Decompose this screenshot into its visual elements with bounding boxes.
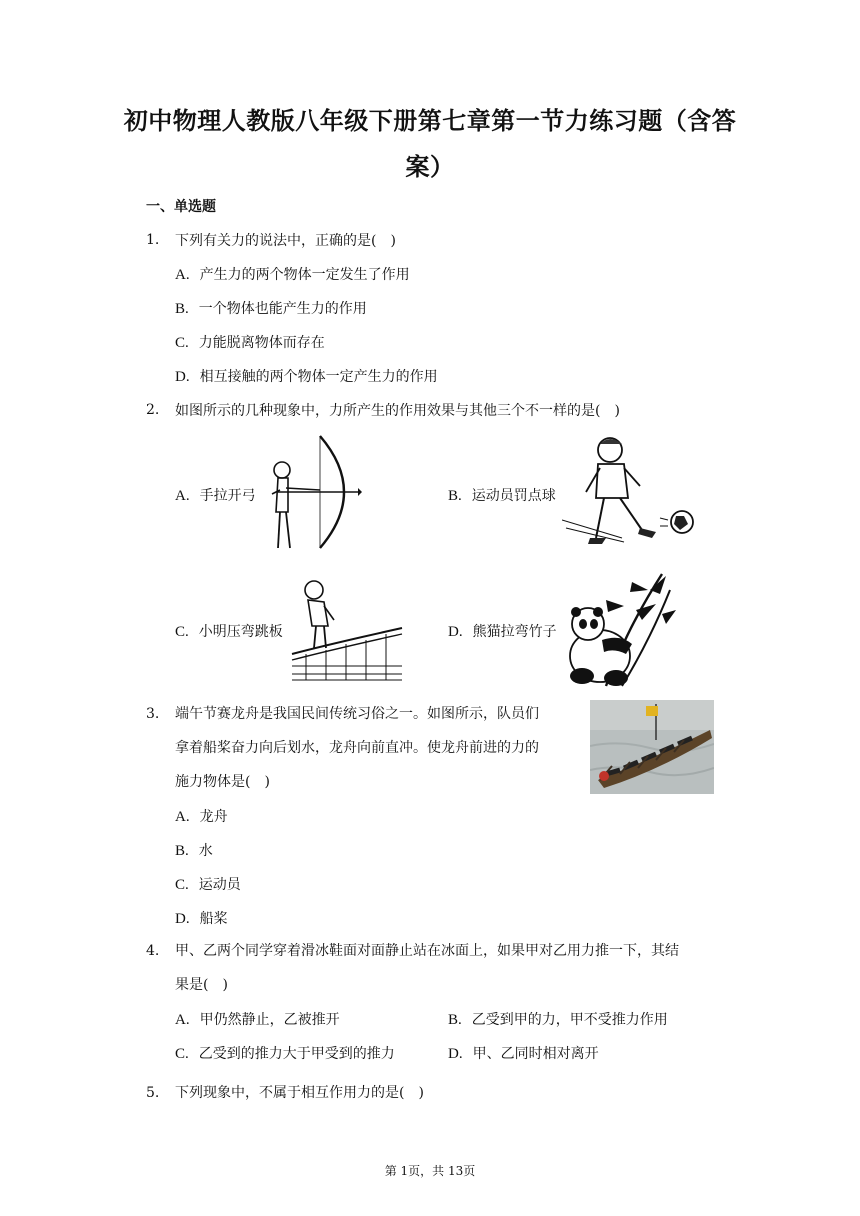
question-4-text-line-1: 甲、乙两个同学穿着滑冰鞋面对面静止站在冰面上，如果甲对乙用力推一下，其结 bbox=[175, 943, 679, 959]
option-text: 甲仍然静止，乙被推开 bbox=[199, 1012, 340, 1028]
option-text: 相互接触的两个物体一定产生力的作用 bbox=[199, 369, 438, 385]
question-3-option-a bbox=[175, 806, 228, 826]
question-2-option-b bbox=[448, 485, 556, 505]
question-3-text-line-2: 拿着船桨奋力向后划水，龙舟向前直冲。使龙舟前进的力的 bbox=[175, 740, 539, 756]
question-2-option-c bbox=[175, 621, 283, 641]
question-3-text-line-3: 施力物体是( ) bbox=[175, 774, 270, 790]
document-title: 初中物理人教版八年级下册第七章第一节力练习题（含答案） bbox=[123, 107, 737, 181]
option-letter: C. bbox=[175, 335, 189, 351]
option-letter: B. bbox=[175, 843, 189, 859]
option-letter: A. bbox=[175, 1012, 190, 1028]
option-letter: B. bbox=[175, 301, 189, 317]
option-letter: B. bbox=[448, 1012, 462, 1028]
question-1-number: 1. bbox=[146, 232, 160, 248]
archer-figure bbox=[258, 432, 362, 552]
option-letter: A. bbox=[175, 488, 190, 504]
option-text: 一个物体也能产生力的作用 bbox=[198, 301, 367, 317]
option-letter: D. bbox=[448, 624, 463, 640]
option-text: 运动员罚点球 bbox=[471, 488, 556, 504]
question-4-number: 4. bbox=[146, 943, 160, 959]
option-letter: C. bbox=[175, 1046, 189, 1062]
option-letter: C. bbox=[175, 624, 189, 640]
option-letter: D. bbox=[448, 1046, 463, 1062]
springboard-figure bbox=[290, 576, 404, 682]
question-4-text-line-2: 果是( ) bbox=[175, 977, 228, 993]
option-text: 产生力的两个物体一定发生了作用 bbox=[199, 267, 410, 283]
option-text: 运动员 bbox=[198, 877, 241, 893]
option-text: 乙受到的推力大于甲受到的推力 bbox=[198, 1046, 395, 1062]
question-3-number: 3. bbox=[146, 706, 160, 722]
option-text: 龙舟 bbox=[199, 809, 228, 825]
page-footer: 第 1页，共 13页 bbox=[384, 1164, 476, 1178]
question-4-option-d bbox=[448, 1043, 599, 1063]
option-text: 乙受到甲的力，甲不受推力作用 bbox=[471, 1012, 668, 1028]
question-2-text: 如图所示的几种现象中，力所产生的作用效果与其他三个不一样的是( ) bbox=[175, 403, 620, 419]
section-heading: 一、单选题 bbox=[146, 199, 216, 215]
dragon-boat-photo bbox=[590, 700, 714, 794]
question-3-option-c bbox=[175, 874, 241, 894]
question-2-option-a bbox=[175, 485, 256, 505]
question-2-option-d bbox=[448, 621, 557, 641]
question-5-number: 5. bbox=[146, 1085, 160, 1101]
panda-bamboo-figure bbox=[566, 570, 678, 688]
option-letter: D. bbox=[175, 911, 190, 927]
option-text: 熊猫拉弯竹子 bbox=[472, 624, 557, 640]
question-3-option-d bbox=[175, 908, 228, 928]
question-3-option-b bbox=[175, 840, 213, 860]
option-letter: D. bbox=[175, 369, 190, 385]
option-letter: C. bbox=[175, 877, 189, 893]
football-player-figure bbox=[562, 434, 696, 548]
question-3-text-line-1: 端午节赛龙舟是我国民间传统习俗之一。如图所示，队员们 bbox=[175, 706, 539, 722]
option-text: 手拉开弓 bbox=[199, 488, 256, 504]
question-1-option-d bbox=[175, 366, 438, 386]
question-2-number: 2. bbox=[146, 402, 160, 418]
question-4-option-b bbox=[448, 1009, 668, 1029]
question-1-text: 下列有关力的说法中，正确的是( ) bbox=[175, 233, 396, 249]
option-text: 甲、乙同时相对离开 bbox=[472, 1046, 599, 1062]
question-4-option-a bbox=[175, 1009, 340, 1029]
option-text: 小明压弯跳板 bbox=[198, 624, 283, 640]
question-5-text: 下列现象中，不属于相互作用力的是( ) bbox=[175, 1085, 424, 1101]
question-1-option-b bbox=[175, 298, 367, 318]
option-text: 力能脱离物体而存在 bbox=[198, 335, 325, 351]
question-1-option-c bbox=[175, 332, 325, 352]
option-text: 水 bbox=[198, 843, 213, 859]
option-letter: A. bbox=[175, 267, 190, 283]
question-4-option-c bbox=[175, 1043, 395, 1063]
option-letter: B. bbox=[448, 488, 462, 504]
option-text: 船桨 bbox=[199, 911, 228, 927]
question-1-option-a bbox=[175, 264, 410, 284]
option-letter: A. bbox=[175, 809, 190, 825]
